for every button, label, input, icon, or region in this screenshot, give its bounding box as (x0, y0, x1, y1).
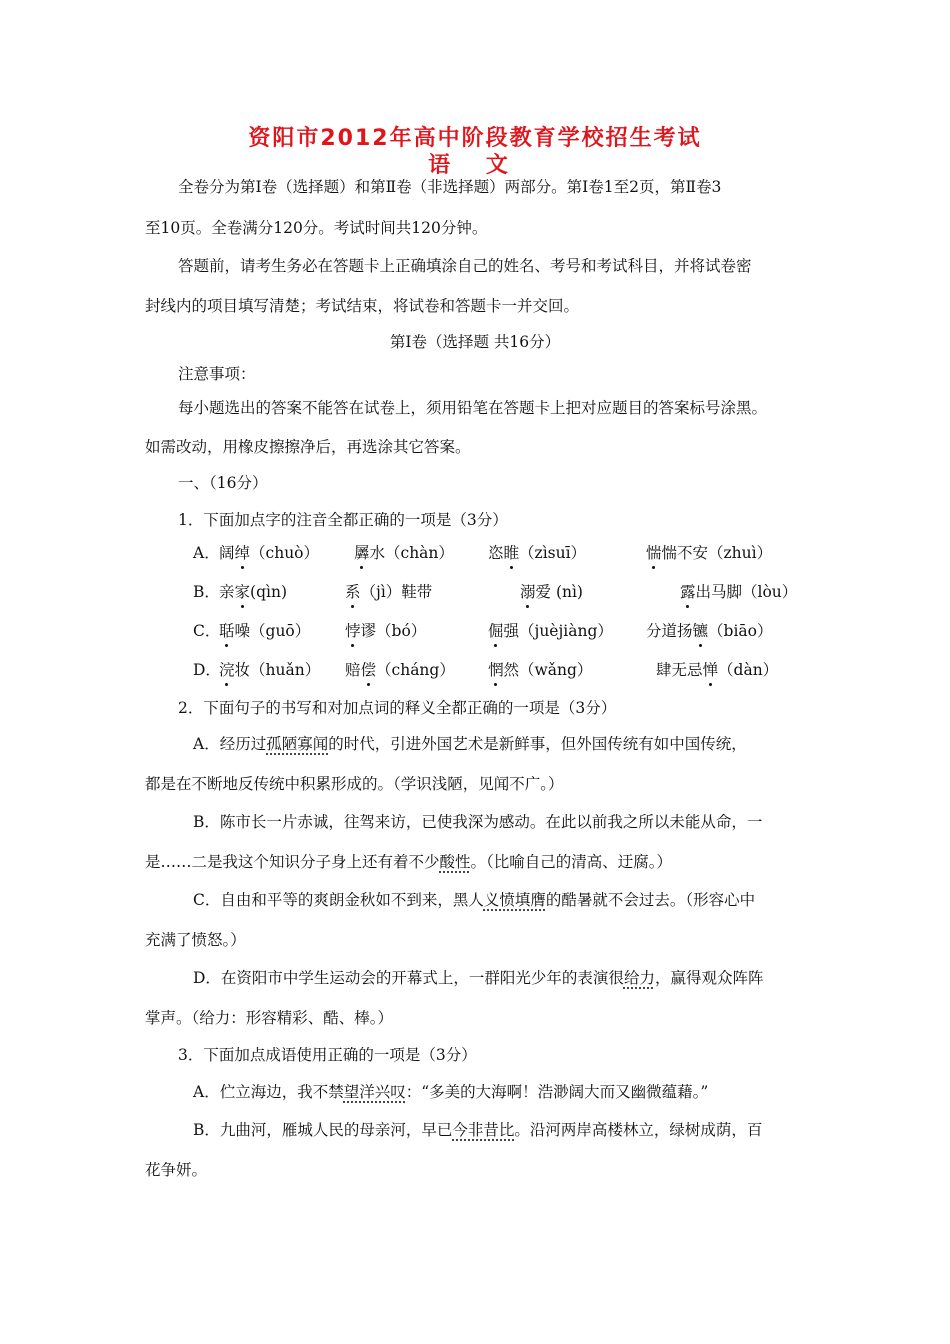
dotted-char: 惘 (488, 661, 504, 679)
item-text: 分道扬 (646, 622, 693, 640)
question-2-option-d-line-1 (193, 968, 763, 988)
item-text: 妆（huǎn） (234, 661, 321, 679)
text: A．经历过 (193, 735, 267, 753)
option-item (646, 621, 772, 641)
item-text: (qìn) (250, 583, 287, 601)
question-2-option-a-line-1 (193, 734, 747, 754)
part-heading: 一、（16分） (178, 474, 268, 492)
subject-title: 语 文 (428, 153, 522, 178)
option-label: A． (193, 544, 220, 562)
item-text: 强（juèjiàng） (503, 622, 613, 640)
item-text: （cháng） (376, 661, 455, 679)
option-item (219, 621, 310, 641)
dotted-char: 惴 (646, 544, 662, 562)
item-text: 肆无忌 (656, 661, 703, 679)
question-2-option-b-line-2 (145, 852, 672, 872)
item-text: 水（chàn） (369, 544, 454, 562)
text: 。（比喻自己的清高、迂腐。） (470, 853, 673, 871)
dotted-char: 绰 (234, 544, 251, 562)
option-item (345, 621, 426, 641)
question-3-option-b-line-1 (193, 1120, 762, 1140)
question-2-option-d-line-2: 掌声。（给力：形容精彩、酷、棒。） (145, 1009, 394, 1027)
text: D．在资阳市中学生运动会的开幕式上，一群阳光少年的表演很 (193, 969, 624, 987)
notice-line-1: 每小题选出的答案不能答在试卷上，须用铅笔在答题卡上把对应题目的答案标号涂黑。 (178, 399, 768, 417)
item-text: 赔 (345, 661, 361, 679)
item-text: 恣 (488, 544, 504, 562)
option-item (219, 543, 319, 563)
dotted-char: 露 (680, 583, 696, 601)
item-text: （zìsuī） (519, 544, 587, 562)
option-item (520, 582, 583, 602)
item-text: （chuò） (250, 544, 320, 562)
text: C．自由和平等的爽朗金秋如不到来，黑人 (193, 891, 484, 909)
question-1-stem: 1．下面加点字的注音全都正确的一项是（3分） (178, 511, 508, 529)
option-label: C． (193, 622, 221, 640)
dotted-char: 聒 (219, 622, 235, 640)
intro-paragraph-2-line-1: 答题前，请考生务必在答题卡上正确填涂自己的姓名、考号和考试科目，并将试卷密 (178, 257, 752, 275)
text: 的时代，引进外国艺术是新鲜事，但外国传统有如中国传统， (328, 735, 747, 753)
option-item (488, 660, 592, 680)
text: 的酷暑就不会过去。（形容心中 (545, 891, 756, 909)
option-item (345, 582, 432, 602)
dotted-char: 悖 (345, 622, 361, 640)
dotted-char: 家 (234, 583, 251, 601)
question-2-stem: 2．下面句子的书写和对加点词的释义全都正确的一项是（3分） (178, 699, 617, 717)
dotted-char: 倔 (488, 622, 504, 640)
intro-paragraph-1-line-1: 全卷分为第Ⅰ卷（选择题）和第Ⅱ卷（非选择题）两部分。第Ⅰ卷1至2页，第Ⅱ卷3 (178, 178, 722, 196)
dotted-text: 给力 (623, 969, 655, 987)
question-2-option-c-line-2: 充满了愤怒。） (145, 931, 246, 949)
option-item (680, 582, 797, 602)
dotted-text: 望洋兴叹 (343, 1083, 406, 1101)
option-item (488, 543, 586, 563)
question-2-option-c-line-1 (193, 890, 755, 910)
text: 是……二是我这个知识分子身上还有着不少 (145, 853, 440, 871)
option-item (488, 621, 613, 641)
item-text: 出马脚（lòu） (695, 583, 798, 601)
dotted-char: 偿 (360, 661, 377, 679)
text: 。沿河两岸高楼林立，绿树成荫，百 (514, 1121, 763, 1139)
dotted-char: 惮 (702, 661, 719, 679)
question-3-option-b-line-2: 花争妍。 (145, 1161, 208, 1179)
item-text: 然（wǎng） (503, 661, 593, 679)
dotted-char: 系 (345, 583, 361, 601)
item-text: （jì）鞋带 (360, 583, 433, 601)
question-3-stem: 3．下面加点成语使用正确的一项是（3分） (178, 1046, 477, 1064)
option-item (345, 660, 455, 680)
item-text: 亲 (219, 583, 235, 601)
section-heading: 第Ⅰ卷（选择题 共16分） (389, 333, 561, 351)
text: ，赢得观众阵阵 (654, 969, 764, 987)
exam-title: 资阳市2012年高中阶段教育学校招生考试 (248, 126, 702, 151)
item-text: 阔 (219, 544, 235, 562)
notice-label: 注意事项： (178, 365, 256, 383)
item-text: 惴不安（zhuì） (661, 544, 773, 562)
dotted-char: 镳 (692, 622, 709, 640)
item-text: （dàn） (718, 661, 779, 679)
item-text: 噪（guō） (234, 622, 311, 640)
option-label: B． (193, 583, 220, 601)
question-3-option-a (193, 1082, 708, 1102)
text: ：“多美的大海啊！浩渺阔大而又幽微蕴藉。” (405, 1083, 709, 1101)
option-item (219, 660, 320, 680)
notice-line-2: 如需改动，用橡皮擦擦净后，再选涂其它答案。 (145, 438, 471, 456)
question-2-option-b-line-1: B．陈市长一片赤诚，往驾来访，已使我深为感动。在此以前我之所以未能从命，一 (193, 813, 763, 831)
question-2-option-a-line-2: 都是在不断地反传统中积累形成的。（学识浅陋，见闻不广。） (145, 775, 564, 793)
dotted-char: 睢 (503, 544, 520, 562)
item-text: （biāo） (708, 622, 773, 640)
dotted-text: 酸性 (439, 853, 471, 871)
option-item (646, 543, 772, 563)
item-text: 爱 (nì) (535, 583, 583, 601)
dotted-char: 溺 (520, 583, 536, 601)
intro-paragraph-2-line-2: 封线内的项目填写清楚；考试结束，将试卷和答题卡一并交回。 (145, 297, 580, 315)
option-item (219, 582, 287, 602)
intro-paragraph-1-line-2: 至10页。全卷满分120分。考试时间共120分钟。 (145, 219, 488, 237)
dotted-char: 浣 (219, 661, 235, 679)
option-item (354, 543, 454, 563)
dotted-text: 义愤填膺 (483, 891, 546, 909)
dotted-char: 羼 (354, 544, 370, 562)
dotted-text: 孤陋寡闻 (266, 735, 329, 753)
dotted-text: 今非昔比 (452, 1121, 515, 1139)
text: B．九曲河，雁城人民的母亲河，早已 (193, 1121, 453, 1139)
item-text: 谬（bó） (360, 622, 427, 640)
option-item (656, 660, 778, 680)
option-label: D． (193, 661, 221, 679)
text: A．伫立海边，我不禁 (193, 1083, 344, 1101)
